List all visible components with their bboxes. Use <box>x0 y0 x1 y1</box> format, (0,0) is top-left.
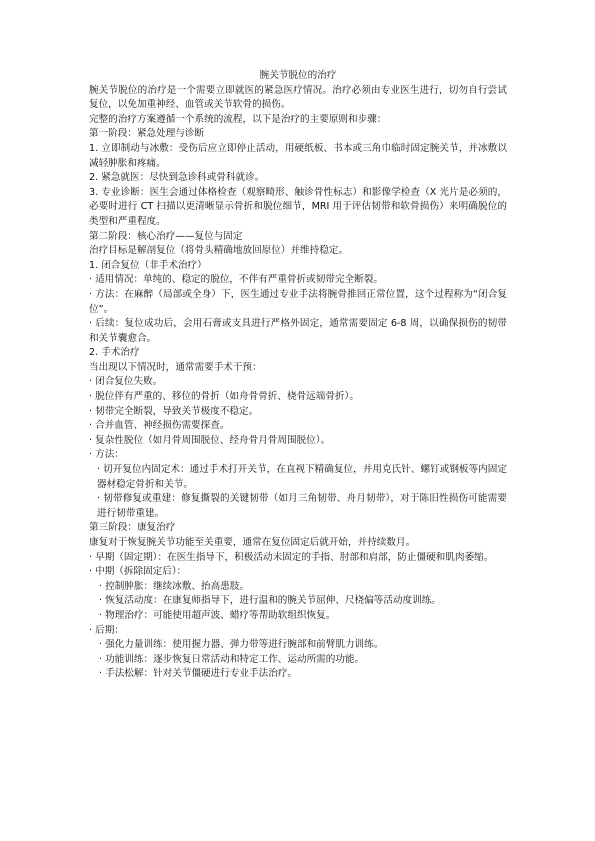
document-page <box>89 69 507 682</box>
rehab-early: · 早期（固定期）：在医生指导下，积极活动未固定的手指、肘部和肩部，防止僵硬和肌肉萎缩。 <box>89 551 494 563</box>
stage3-heading: 第三阶段：康复治疗 <box>89 522 176 534</box>
surgery-indication-4: · 合并血管、神经损伤需要探查。 <box>89 420 230 432</box>
rehab-middle-item-2: · 恢复活动度：在康复师指导下，进行温和的腕关节屈伸、尺桡偏等活动度训练。 <box>99 595 441 607</box>
rehab-late-item-3: · 手法松解：针对关节僵硬进行专业手法治疗。 <box>99 668 297 680</box>
stage1-heading: 第一阶段：紧急处理与诊断 <box>89 128 205 140</box>
surgery-method-ligament: · 韧带修复或重建：修复撕裂的关键韧带（如月三角韧带、舟月韧带），对于陈旧性损伤可能需要进行韧带重建。 <box>97 493 507 519</box>
surgery-lead: 当出现以下情况时，通常需要手术干预： <box>89 361 262 373</box>
stage3-lead: 康复对于恢复腕关节功能至关重要，通常在复位固定后就开始，并持续数月。 <box>89 537 416 548</box>
closed-reduction-item-2: · 方法：在麻醉（局部或全身）下，医生通过专业手法将腕骨推回正常位置，这个过程称为“闭合复位”。 <box>89 288 507 315</box>
rehab-middle-item-3: · 物理治疗：可能使用超声波、蜡疗等帮助软组织恢复。 <box>99 609 336 621</box>
stage1-item-3: 3. 专业诊断：医生会通过体格检查（观察畸形、触诊骨性标志）和影像学检查（X 光片是必须的，必要时进行 CT 扫描以更清晰显示骨折和脱位细节，MRI 用于评估韧带和软骨损伤）来明确脱位的类型和严重程度。 <box>89 186 507 227</box>
surgery-indication-1: · 闭合复位失败。 <box>89 376 163 388</box>
intro-paragraph-1: 腕关节脱位的治疗是一个需要立即就医的紧急医疗情况。治疗必须由专业医生进行，切勿自行尝试复位，以免加重神经、血管或关节软骨的损伤。 <box>89 84 507 111</box>
intro-paragraph-2: 完整的治疗方案遵循一个系统的流程，以下是治疗的主要原则和步骤： <box>89 113 387 125</box>
surgery-title: 2. 手术治疗 <box>89 347 140 359</box>
rehab-late-label: · 后期： <box>89 624 124 636</box>
surgery-method-orif: · 切开复位内固定术：通过手术打开关节，在直视下精确复位，并用克氏针、螺钉或钢板等内固定器材稳定骨折和关节。 <box>97 464 507 490</box>
surgery-indication-3: · 韧带完全断裂，导致关节极度不稳定。 <box>89 405 259 417</box>
closed-reduction-item-3: · 后续：复位成功后，会用石膏或支具进行严格外固定，通常需要固定 6-8 周，以确保损伤的韧带和关节囊愈合。 <box>89 318 507 344</box>
rehab-late-item-2: · 功能训练：逐步恢复日常活动和特定工作、运动所需的功能。 <box>99 653 365 665</box>
rehab-late-item-1: · 强化力量训练：使用握力器、弹力带等进行腕部和前臂肌力训练。 <box>99 639 384 651</box>
stage2-heading: 第二阶段：核心治疗——复位与固定 <box>89 230 243 242</box>
surgery-indication-5: · 复杂性脱位（如月骨周围脱位、经舟骨月骨周围脱位）。 <box>89 434 331 446</box>
closed-reduction-title: 1. 闭合复位（非手术治疗） <box>89 259 207 271</box>
surgery-indication-2: · 脱位伴有严重的、移位的骨折（如舟骨骨折、桡骨远端骨折）。 <box>89 391 359 403</box>
surgery-methods-label: · 方法： <box>89 449 124 461</box>
stage1-item-2: 2. 紧急就医：尽快到急诊科或骨科就诊。 <box>89 172 265 184</box>
closed-reduction-item-1: · 适用情况：单纯的、稳定的脱位，不伴有严重骨折或韧带完全断裂。 <box>89 274 383 286</box>
rehab-middle-label: · 中期（拆除固定后）： <box>89 566 187 578</box>
rehab-middle-item-1: · 控制肿胀：继续冰敷、抬高患肢。 <box>99 580 250 592</box>
stage2-goal: 治疗目标是解剖复位（将骨头精确地放回原位）并维持稳定。 <box>89 245 349 257</box>
stage1-item-1: 1. 立即制动与冰敷：受伤后应立即停止活动，用硬纸板、书本或三角巾临时固定腕关节，并冰敷以减轻肿胀和疼痛。 <box>89 142 507 169</box>
document-title: 腕关节脱位的治疗 <box>259 70 337 81</box>
